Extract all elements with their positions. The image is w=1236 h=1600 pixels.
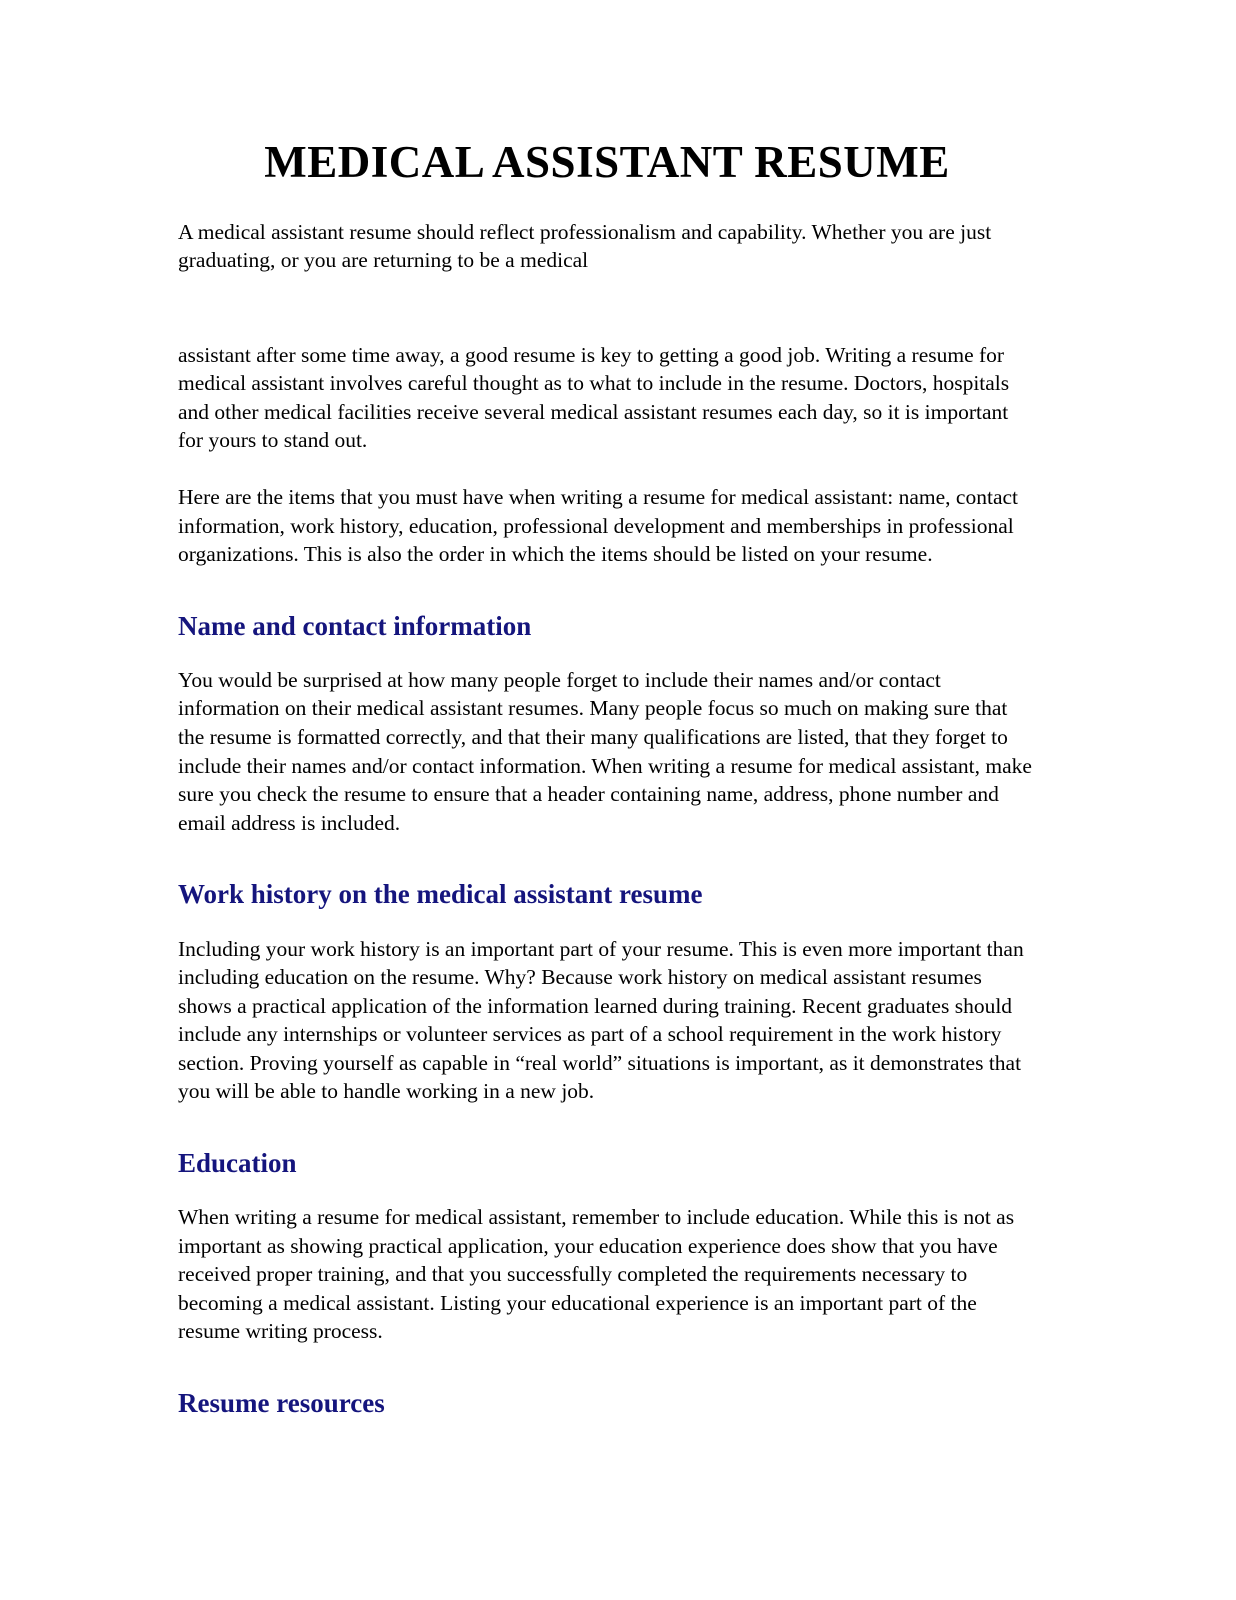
section-body-education: When writing a resume for medical assistant, remember to include education. While this is not as important as showing practical application, your education experience does show that you have received proper training, and that you successfully completed the requirements necessary to becoming a medical assistant. Listing your educational experience is an important part of the resume writing process. xyxy=(178,1205,1015,1344)
intro-paragraph-3: Here are the items that you must have when writing a resume for medical assistant: name, contact information, work history, education, professional development and memberships in professional organizations. This is also the order in which the items should be listed on your resume. xyxy=(178,485,1019,567)
section-resume-resources xyxy=(178,1388,1036,1419)
section-body-work-history: Including your work history is an important part of your resume. This is even more important than including education on the resume. Why? Because work history on medical assistant resumes shows a practical application of the information learned during training. Recent graduates should include any internships or volunteer services as part of a school requirement in the work history section. Proving yourself as capable in “real world” situations is important, as it demonstrates that you will be able to handle working in a new job. xyxy=(178,936,1024,1104)
section-heading-education: Education xyxy=(178,1148,297,1179)
section-heading-work-history: Work history on the medical assistant resume xyxy=(178,879,703,910)
section-education xyxy=(178,1148,1036,1346)
intro-paragraph-2: assistant after some time away, a good resume is key to getting a good job. Writing a resume for medical assistant involves careful thought as to what to include in the resume. Doctors, hospitals and other medical facilities receive several medical assistant resumes each day, so it is important for yours to stand out. xyxy=(178,342,1010,453)
section-heading-resume-resources: Resume resources xyxy=(178,1388,385,1419)
intro-paragraph-1: A medical assistant resume should reflect professionalism and capability. Whether you are just graduating, or you are returning to be a medical xyxy=(178,219,992,273)
section-body-name-contact: You would be surprised at how many people forget to include their names and/or contact information on their medical assistant resumes. Many people focus so much on making sure that the resume is formatted correctly, and that their many qualifications are listed, that they forget to include their names and/or contact information. When writing a resume for medical assistant, make sure you check the resume to ensure that a header containing name, address, phone number and email address is included. xyxy=(178,667,1032,835)
document-title: MEDICAL ASSISTANT RESUME xyxy=(264,137,950,187)
section-heading-name-contact: Name and contact information xyxy=(178,610,532,641)
section-work-history xyxy=(178,879,1036,1106)
section-name-contact xyxy=(178,611,1036,838)
